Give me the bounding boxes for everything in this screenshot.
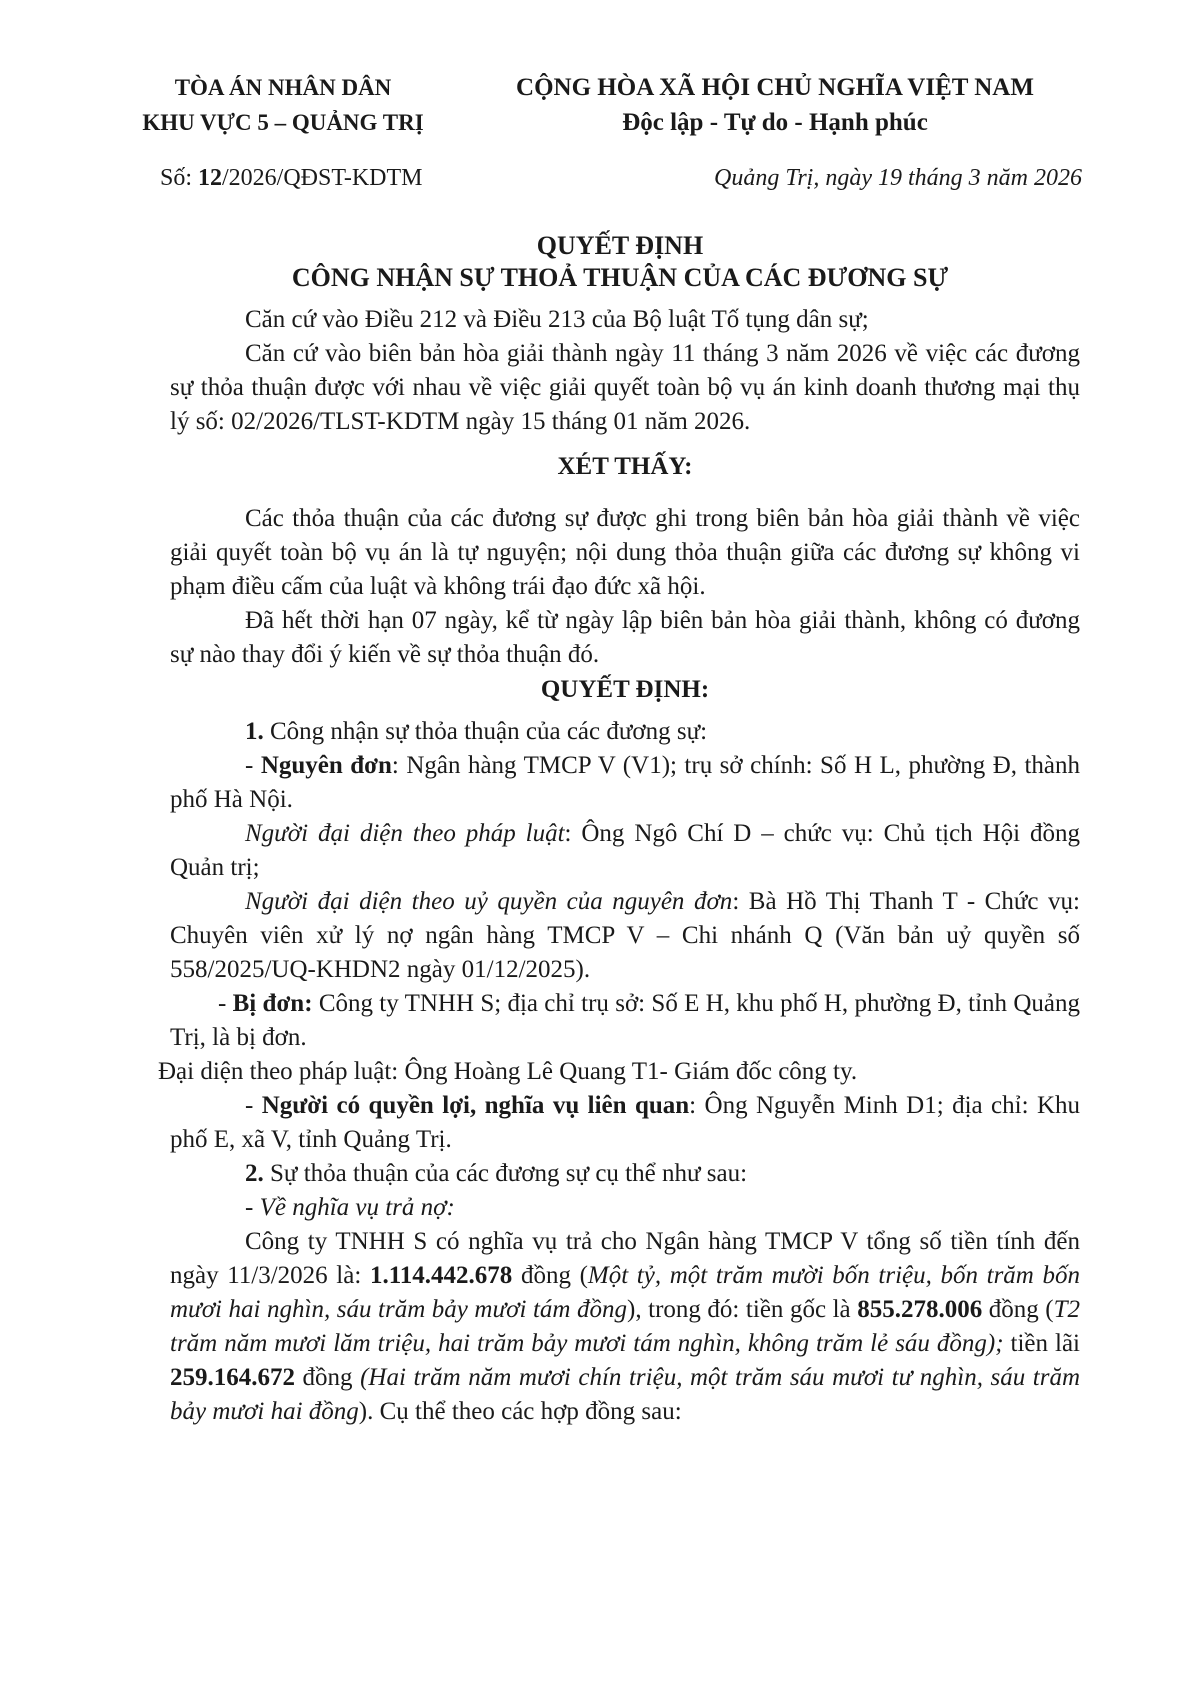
document-number — [160, 165, 422, 192]
related-dash: - — [245, 1092, 262, 1119]
basis-section — [170, 303, 1080, 439]
basis-paragraph-2: Căn cứ vào biên bản hòa giải thành ngày 11 tháng 3 năm 2026 về việc các đương sự thỏa thuận được với nhau về việc giải quyết toàn bộ vụ án kinh doanh thương mại thụ lý số: 02/2026/TLST-KDTM ngày 15 tháng 01 năm 2026. — [170, 340, 1080, 435]
total-amount-words: Một tỷ, một trăm mười bốn triệu, bốn trăm bốn mươi hai nghìn, sáu trăm bảy mươi tám đồng — [170, 1262, 1080, 1323]
debt-heading — [170, 1191, 1080, 1225]
authorized-representative-paragraph — [170, 885, 1080, 987]
decision-item-1 — [170, 715, 1080, 749]
item1-text: Công nhận sự thỏa thuận của các đương sự: — [263, 718, 708, 745]
legal-rep-text: : Ông Ngô Chí D – chức vụ: Chủ tịch Hội đồng Quản trị; — [170, 820, 1080, 881]
docno-suffix: /2026/QĐST-KDTM — [222, 165, 423, 191]
basis-paragraph-1: Căn cứ vào Điều 212 và Điều 213 của Bộ luật Tố tụng dân sự; — [245, 306, 869, 333]
decision-section — [158, 673, 1081, 1429]
docno-number: 12 — [198, 165, 223, 191]
debt-text-1: Công ty TNHH S có nghĩa vụ trả cho Ngân hàng TMCP V tổng số tiền tính đến ngày 11/3/2026 là: — [170, 1228, 1080, 1289]
considering-heading: XÉT THẤY: — [557, 453, 693, 480]
title-line2: CÔNG NHẬN SỰ THOẢ THUẬN CỦA CÁC ĐƯƠNG SỰ — [291, 263, 949, 292]
total-amount: 1.114.442.678 — [369, 1262, 513, 1289]
nation-name: CỘNG HÒA XÃ HỘI CHỦ NGHĨA VIỆT NAM — [516, 74, 1034, 101]
court-header — [118, 70, 448, 140]
document-title — [160, 230, 1080, 294]
debt-text-4: đồng ( — [982, 1296, 1054, 1323]
auth-rep-text: : Bà Hồ Thị Thanh T - Chức vụ: Chuyên viên xử lý nợ ngân hàng TMCP V – Chi nhánh Q (Văn bản uỷ quyền số 558/2025/UQ-KHDN2 ngày 01/12/2025). — [170, 888, 1080, 983]
debt-text-7: ). Cụ thể theo các hợp đồng sau: — [358, 1398, 682, 1425]
principal-amount: 855.278.006 — [857, 1296, 983, 1323]
national-header — [470, 70, 1080, 140]
item2-text: Sự thỏa thuận của các đương sự cụ thể như sau: — [263, 1160, 748, 1187]
considering-paragraph-1: Các thỏa thuận của các đương sự được ghi trong biên bản hòa giải thành về việc giải quyết toàn bộ vụ án là tự nguyện; nội dung thỏa thuận giữa các đương sự không vi phạm điều cấm của luật và không trái đạo đức xã hội. — [170, 505, 1080, 600]
legal-representative-paragraph — [170, 817, 1080, 885]
debt-paragraph — [170, 1225, 1080, 1429]
interest-amount: 259.164.672 — [170, 1364, 295, 1391]
plaintiff-text: : Ngân hàng TMCP V (V1); trụ sở chính: Số H L, phường Đ, thành phố Hà Nội. — [170, 752, 1081, 813]
considering-section — [170, 450, 1080, 672]
plaintiff-paragraph — [170, 749, 1080, 817]
debt-text-6: đồng — [295, 1364, 361, 1391]
plaintiff-dash: - — [245, 752, 261, 779]
considering-paragraph-2: Đã hết thời hạn 07 ngày, kể từ ngày lập biên bản hòa giải thành, không có đương sự nào thay đổi ý kiến về sự thỏa thuận đó. — [170, 607, 1080, 668]
defendant-paragraph — [170, 987, 1080, 1055]
defendant-text: Công ty TNHH S; địa chỉ trụ sở: Số E H, khu phố H, phường Đ, tỉnh Quảng Trị, là bị đơn. — [170, 990, 1080, 1051]
related-party-paragraph — [170, 1089, 1080, 1157]
document-date: Quảng Trị, ngày 19 tháng 3 năm 2026 — [713, 165, 1082, 191]
debt-text-2: đồng ( — [512, 1262, 588, 1289]
title-line1: QUYẾT ĐỊNH — [536, 231, 704, 260]
nation-motto: Độc lập - Tự do - Hạnh phúc — [622, 109, 928, 136]
plaintiff-label: Nguyên đơn — [260, 752, 392, 779]
court-name-line1: TÒA ÁN NHÂN DÂN — [174, 75, 392, 100]
interest-amount-words: (Hai trăm năm mươi chín triệu, một trăm sáu mươi tư nghìn, sáu trăm bảy mươi hai đồng — [170, 1364, 1081, 1425]
defendant-dash: - — [218, 990, 233, 1017]
debt-text-3: ), trong đó: tiền gốc là — [627, 1296, 858, 1323]
legal-rep-label: Người đại diện theo pháp luật — [245, 820, 565, 847]
decision-item-2 — [170, 1157, 1080, 1191]
court-name-line2: KHU VỰC 5 – QUẢNG TRỊ — [142, 110, 424, 135]
docno-prefix: Số: — [160, 165, 199, 191]
item2-number: 2. — [245, 1160, 264, 1187]
debt-text-5: tiền lãi — [1003, 1330, 1080, 1357]
related-text: : Ông Nguyễn Minh D1; địa chỉ: Khu phố E, xã V, tỉnh Quảng Trị. — [170, 1092, 1080, 1153]
related-label: Người có quyền lợi, nghĩa vụ liên quan — [261, 1092, 690, 1119]
auth-rep-label: Người đại diện theo uỷ quyền của nguyên đơn — [245, 888, 733, 915]
decision-heading: QUYẾT ĐỊNH: — [540, 676, 710, 703]
debt-heading-text: - Về nghĩa vụ trả nợ: — [245, 1194, 455, 1221]
principal-amount-words: T2 trăm năm mươi lăm triệu, hai trăm bảy mươi tám nghìn, không trăm lẻ sáu đồng); — [170, 1296, 1081, 1357]
defendant-representative: Đại diện theo pháp luật: Ông Hoàng Lê Quang T1- Giám đốc công ty. — [158, 1058, 858, 1085]
defendant-label: Bị đơn: — [232, 990, 313, 1017]
item1-number: 1. — [245, 718, 264, 745]
